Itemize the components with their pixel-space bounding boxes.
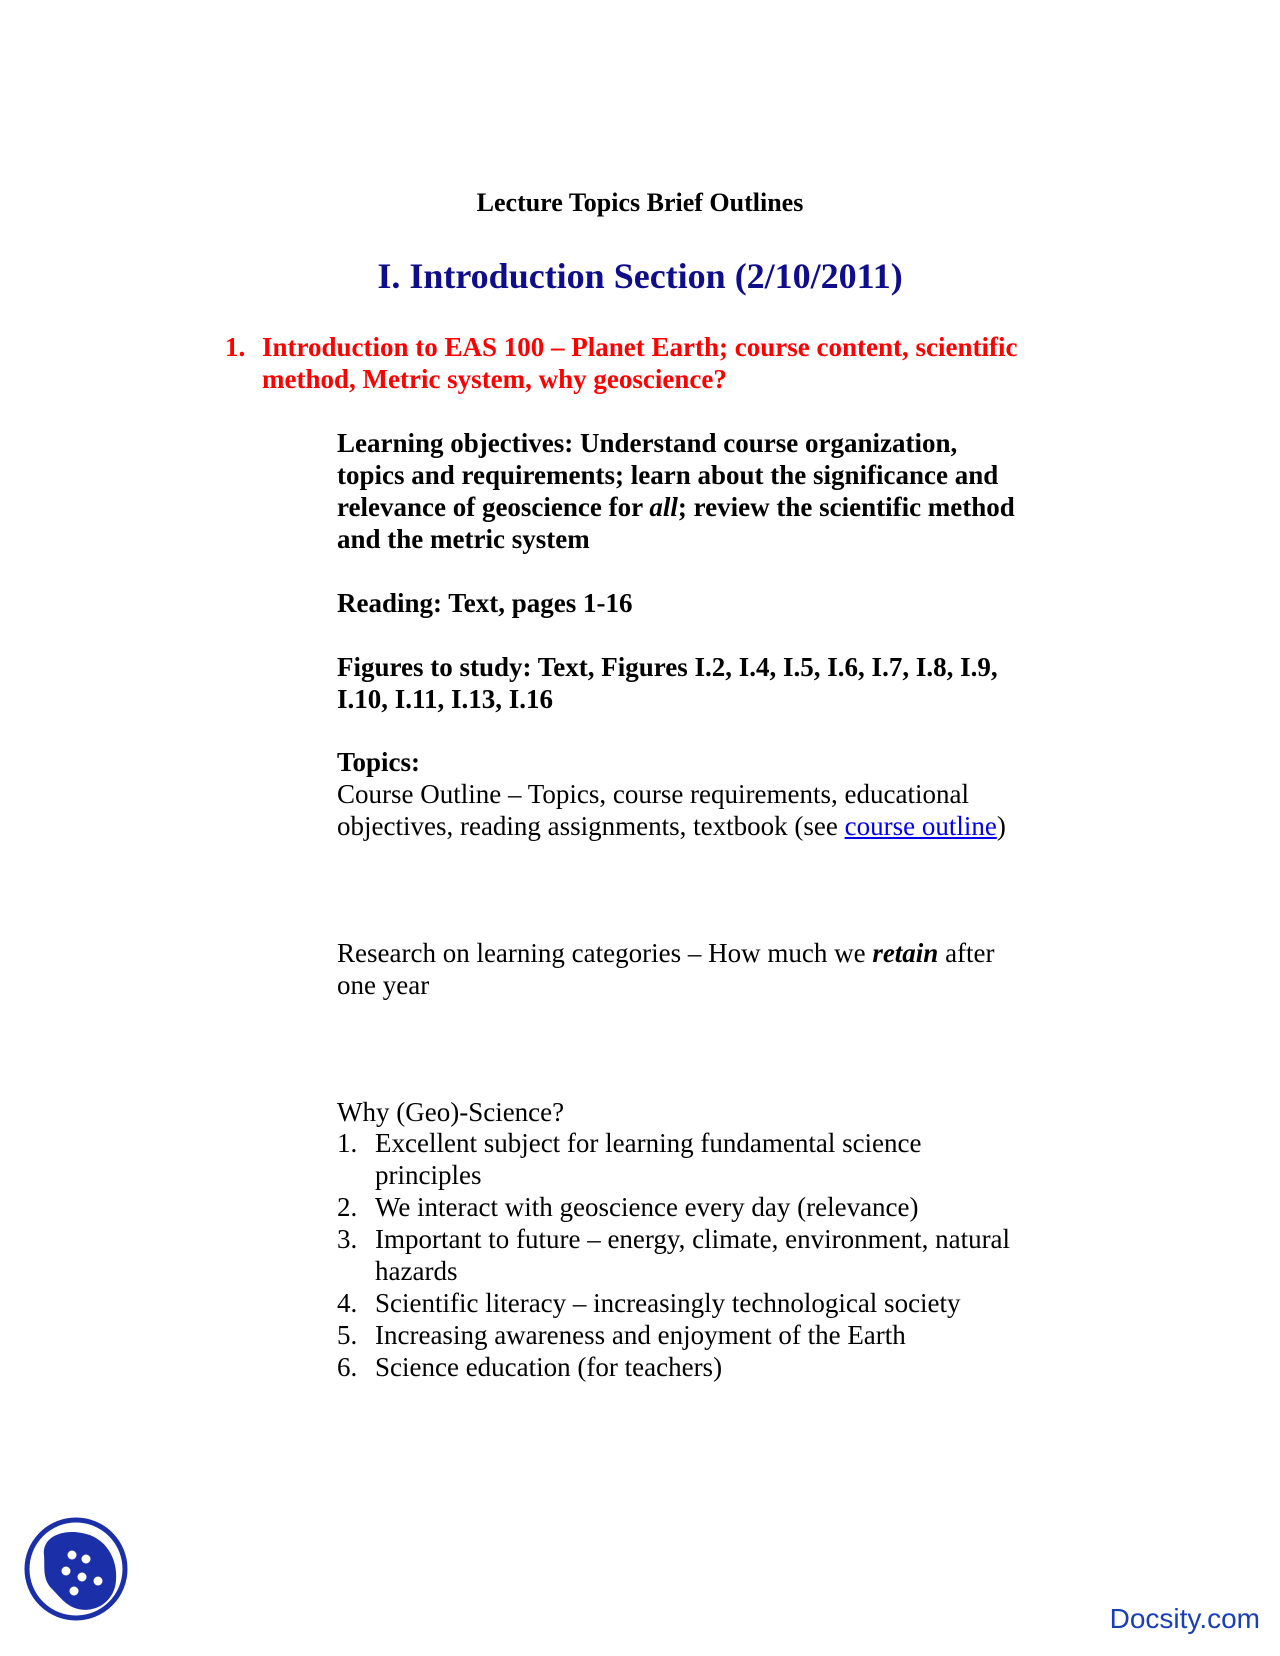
docsity-brand-link[interactable]: Docsity.com (1109, 1603, 1260, 1634)
topics-line-2-post: ) (996, 811, 1006, 841)
list-item-text: Science education (for teachers) (375, 1352, 723, 1382)
topics-line-2 (337, 810, 1006, 843)
research-line-1-pre: Research on learning categories – How much we (337, 938, 873, 968)
figures-line-2: I.10, I.11, I.13, I.16 (337, 684, 554, 714)
list-item-number: 4. (337, 1288, 358, 1318)
list-item-text: We interact with geoscience every day (relevance) (375, 1192, 919, 1222)
figures-line-1: Figures to study: Text, Figures I.2, I.4, I.5, I.6, I.7, I.8, I.9, (337, 652, 998, 682)
topics-heading: Topics: (337, 747, 421, 777)
list-item-text: Increasing awareness and enjoyment of the Earth (375, 1320, 906, 1350)
learning-objectives-line-4: and the metric system (337, 524, 590, 554)
list-item-text: Scientific literacy – increasingly technological society (375, 1288, 961, 1318)
list-item-text-cont: principles (375, 1160, 482, 1190)
topics-line-1: Course Outline – Topics, course requirements, educational (337, 779, 969, 809)
research-line-1-post: after (938, 938, 995, 968)
learning-objectives-line-3-pre: relevance of geoscience for (337, 492, 650, 522)
learning-objectives-emphasis: all (649, 492, 678, 522)
reading-line: Reading: Text, pages 1-16 (337, 588, 633, 618)
learning-objectives-line-2: topics and requirements; learn about the significance and (337, 460, 999, 490)
research-emphasis: retain (872, 938, 939, 968)
list-item-number: 1. (337, 1128, 358, 1158)
research-line-2: one year (337, 970, 430, 1000)
list-item-number: 3. (337, 1224, 358, 1254)
research-line-1 (337, 937, 995, 970)
topics-line-2-pre: objectives, reading assignments, textbook (see (337, 811, 845, 841)
why-heading: Why (Geo)-Science? (337, 1097, 565, 1127)
course-outline-link[interactable]: course outline (844, 811, 997, 841)
topic-title-line-2: method, Metric system, why geoscience? (262, 364, 727, 394)
docsity-logo-icon (22, 1515, 130, 1623)
page-title: Lecture Topics Brief Outlines (476, 188, 804, 217)
list-item-text: Important to future – energy, climate, environment, natural (375, 1224, 1011, 1254)
section-title: I. Introduction Section (2/10/2011) (377, 256, 903, 296)
learning-objectives-line-1: Learning objectives: Understand course organization, (337, 428, 958, 458)
list-item-number: 6. (337, 1352, 358, 1382)
topic-number: 1. (225, 332, 246, 362)
list-item-text-cont: hazards (375, 1256, 458, 1286)
topic-title-line-1: Introduction to EAS 100 – Planet Earth; course content, scientific (262, 332, 1018, 362)
learning-objectives-line-3 (337, 491, 1015, 524)
list-item-number: 5. (337, 1320, 358, 1350)
list-item-text: Excellent subject for learning fundamental science (375, 1128, 922, 1158)
list-item-number: 2. (337, 1192, 358, 1222)
learning-objectives-line-3-post: ; review the scientific method (677, 492, 1015, 522)
